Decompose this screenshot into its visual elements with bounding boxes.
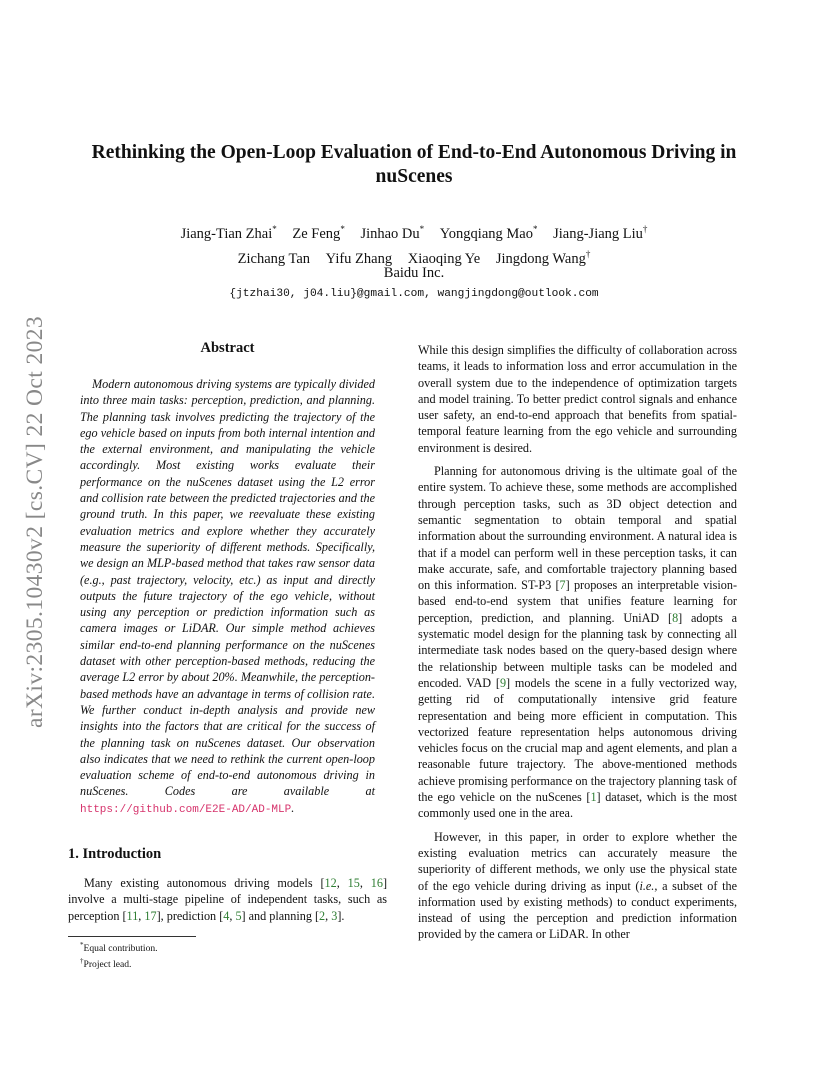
affiliation: Baidu Inc.: [383, 265, 445, 281]
citation-link[interactable]: 2: [319, 908, 326, 923]
abstract-body: Modern autonomous driving systems are typically divided into three main tasks: perception, prediction, and planning. The planning task involves predicting the trajectory of the ego vehicle based on inputs from both internal intention and the external environment, and manipulating the vehicle accordingly. Most existing works evaluate their performance on the nuScenes dataset using the L2 error and collision rate between the predicted trajectories and the ground truth. In this paper, we reevaluate these existing evaluation metrics and explore whether they accurately measure the superiority of different methods. Specifically, we design an MLP-based method that takes raw sensor data (e.g., past trajectory, velocity, etc.) as input and directly outputs the future trajectory of the ego vehicle, without using any perception or prediction information such as camera images or LiDAR. Our simple method achieves similar end-to-end planning performance on the nuScenes dataset with other perception-based methods, reducing the average L2 error by about 20%. Meanwhile, the perception-based methods have an advantage in terms of collision rate. We further conduct in-depth analysis and provide new insights into the factors that are critical for the success of the planning task on nuScenes dataset. Our observation also indicates that we need to rethink the current open-loop evaluation scheme of end-to-end autonomous driving in nuScenes. Codes are available at https://github.com/E2E-AD/AD-MLP.: [80, 377, 375, 816]
author-emails: {jtzhai30, j04.liu}@gmail.com, wangjingdong@outlook.com: [229, 288, 599, 300]
author: Ze Feng*: [292, 224, 345, 242]
abstract-heading: Abstract: [200, 340, 255, 356]
paragraph: Planning for autonomous driving is the ultimate goal of the entire system. To achieve these, some methods are accomplished through perception tasks, such as 3D object detection and semantic segmentation to obtain temporal and spatial information about the surrounding environment. A natural idea is that if a model can perform well in these perception tasks, it can make accurate, safe, and comfortable trajectory planning based on this information. ST-P3 [7] proposes an interpretable vision-based end-to-end system that unifies feature learning for perception, prediction, and planning. UniAD [8] adopts a systematic model design for the planning task by connecting all intermediate task nodes based on the query-based design where the relationship between multiple tasks can be modeled and encoded. VAD [9] models the scene in a fully vectorized way, getting rid of computationally intensive grid feature representation and being more efficient in computation. This vectorized feature representation helps autonomous driving vehicles focus on the crucial map and agent elements, and plan a reasonable future trajectory. The above-mentioned methods achieve promising performance on the trajectory planning task of the ego vehicle on the nuScenes [1] dataset, which is the most commonly used one in the area.: [418, 464, 737, 821]
section-heading-introduction: 1. Introduction: [68, 846, 162, 862]
right-column-body: [418, 342, 737, 950]
paragraph: While this design simplifies the difficulty of collaboration across teams, it leads to information loss and error accumulation in the overall system due to the independence of optimization targets and model training. To better predict control signals and enhance user safety, an end-to-end approach that benefits from spatial-temporal feature learning from the ego vehicle and surrounding environment is desired.: [418, 343, 737, 455]
footnote-project-lead: †Project lead.: [80, 957, 132, 971]
citation-link[interactable]: 4: [223, 908, 230, 923]
author: Jingdong Wang†: [495, 248, 591, 267]
citation-link[interactable]: 16: [370, 876, 383, 890]
abstract-text: Modern autonomous driving systems are typically divided into three main tasks: perception, prediction, and planning. The planning task involves predicting the trajectory of the ego vehicle based on inputs from both internal intention and the external environment, and manipulating the vehicle accordingly. Most existing works evaluate their performance on the nuScenes dataset using the L2 error and collision rate between the predicted trajectories and the ground truth. In this paper, we reevaluate these existing evaluation metrics and explore whether they accurately measure the superiority of different methods. Specifically, we design an MLP-based method that takes raw sensor data (e.g., past trajectory, velocity, etc.) as input and directly outputs the future trajectory of the ego vehicle, without using any perception or prediction information such as camera images or LiDAR. Our simple method achieves similar end-to-end planning performance on the nuScenes dataset with other perception-based methods, reducing the average L2 error by about 20%. Meanwhile, the perception-based methods have an advantage in terms of collision rate. We further conduct in-depth analysis and provide new insights into the factors that are critical for the success of the planning task on nuScenes dataset. Our observation also indicates that we need to rethink the current open-loop evaluation scheme of end-to-end autonomous driving in nuScenes. Codes are available at: [80, 377, 375, 799]
author-row-1: [70, 219, 758, 244]
arxiv-identifier: arXiv:2305.10430v2 [cs.CV] 22 Oct 2023: [22, 315, 48, 729]
author: Xiaoqing Ye: [407, 250, 481, 267]
citation-link[interactable]: 15: [347, 876, 360, 890]
author: Zichang Tan: [237, 250, 311, 267]
author: Yifu Zhang: [325, 250, 393, 267]
footnote-equal-contribution: *Equal contribution.: [80, 941, 158, 955]
citation-link[interactable]: 3: [331, 908, 338, 923]
citation-link[interactable]: 5: [235, 908, 242, 923]
author: Jiang-Jiang Liu†: [553, 224, 648, 242]
citation-link[interactable]: 17: [144, 908, 157, 923]
author: Jinhao Du*: [360, 224, 425, 242]
author: Yongqiang Mao*: [439, 224, 538, 242]
footnotes: [80, 939, 158, 971]
citation-link[interactable]: 8: [672, 610, 679, 625]
code-link[interactable]: https://github.com/E2E-AD/AD-MLP: [80, 803, 292, 816]
footnote-divider: [68, 936, 196, 937]
citation-link[interactable]: 9: [499, 675, 507, 690]
citation-link[interactable]: 7: [559, 578, 566, 593]
paragraph: However, in this paper, in order to explore whether the existing evaluation metrics can accurately measure the superiority of different methods, we only use the physical state of the ego vehicle during driving as input (i.e., a subset of the information used by existing methods) to conduct experiments, instead of using the perception and prediction information provided by the camera or LiDAR. In other: [418, 829, 737, 942]
author-list: [70, 219, 758, 269]
citation-link[interactable]: 12: [324, 876, 337, 890]
paper-title: Rethinking the Open-Loop Evaluation of End-to-End Autonomous Driving in nuScenes: [91, 142, 737, 187]
intro-paragraph: Many existing autonomous driving models [12, 15, 16] involve a multi-stage pipeline of independent tasks, such as perception [11, 17], prediction [4, 5] and planning [2, 3].: [68, 876, 388, 923]
citation-link[interactable]: 1: [590, 790, 597, 805]
citation-link[interactable]: 11: [126, 908, 139, 923]
author: Jiang-Tian Zhai*: [180, 224, 277, 242]
